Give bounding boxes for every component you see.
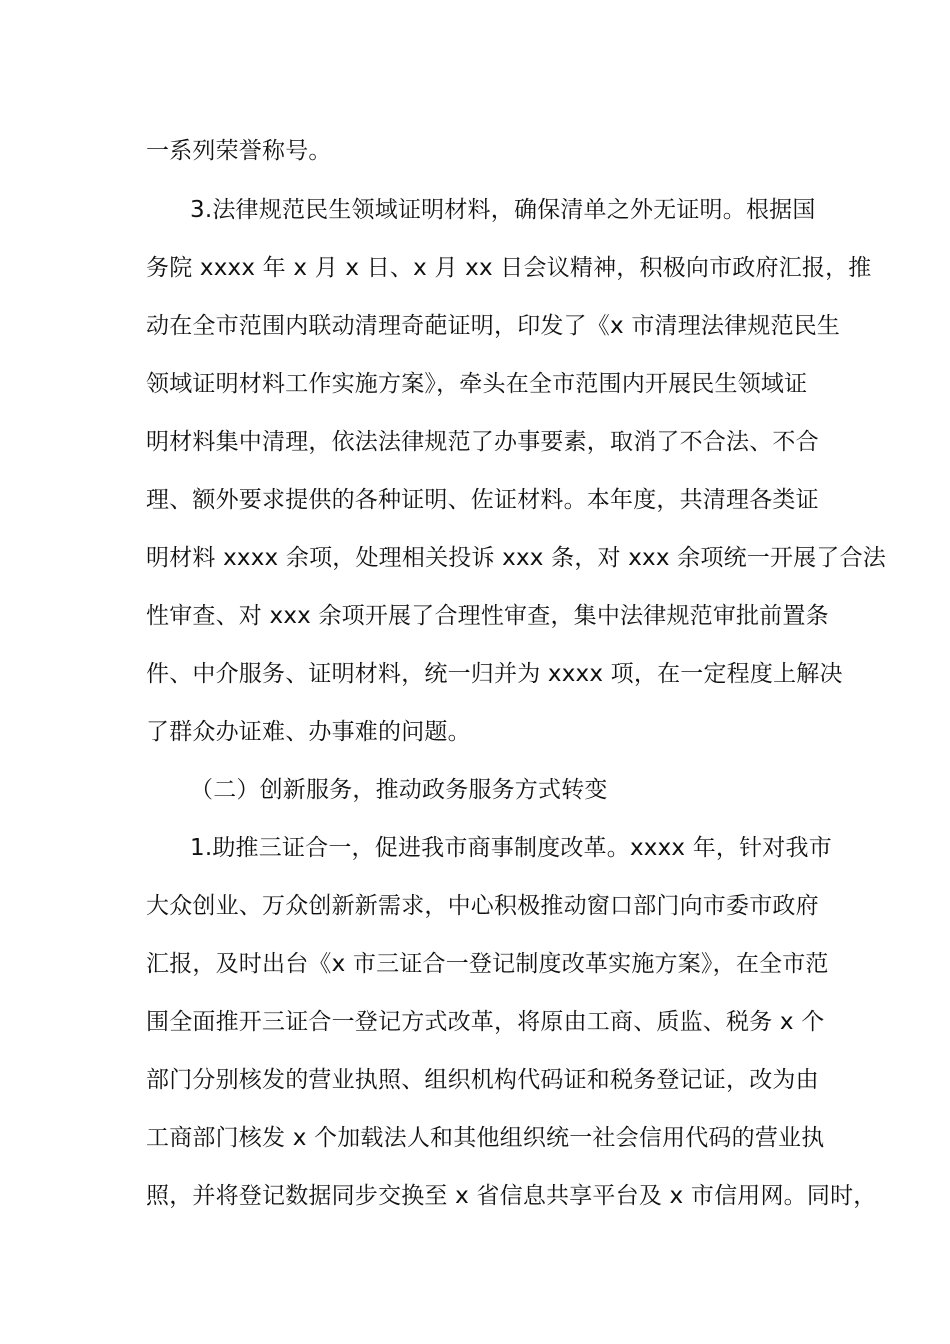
paragraph-line: 一系列荣誉称号。 [146,138,332,164]
paragraph-line: 件、中介服务、证明材料，统一归并为 xxxx 项，在一定程度上解决 [146,661,843,687]
paragraph-line: 围全面推开三证合一登记方式改革，将原由工商、质监、税务 x 个 [146,1009,825,1035]
paragraph-line: 汇报，及时出台《x 市三证合一登记制度改革实施方案》，在全市范 [146,951,829,977]
paragraph-line: 动在全市范围内联动清理奇葩证明，印发了《x 市清理法律规范民生 [146,313,841,339]
paragraph-line: 明材料 xxxx 余项，处理相关投诉 xxx 条，对 xxx 余项统一开展了合法 [146,545,886,571]
paragraph-line: 工商部门核发 x 个加载法人和其他组织统一社会信用代码的营业执 [146,1125,825,1151]
paragraph-line: 了群众办证难、办事难的问题。 [146,719,471,745]
section-heading: （二）创新服务，推动政务服务方式转变 [190,777,608,803]
paragraph-line: 务院 xxxx 年 x 月 x 日、x 月 xx 日会议精神，积极向市政府汇报，推 [146,255,872,281]
paragraph-line: 1.助推三证合一，促进我市商事制度改革。xxxx 年，针对我市 [190,835,832,861]
paragraph-line: 3.法律规范民生领域证明材料，确保清单之外无证明。根据国 [190,197,816,223]
paragraph-line: 照，并将登记数据同步交换至 x 省信息共享平台及 x 市信用网。同时， [146,1183,877,1209]
paragraph-line: 大众创业、万众创新新需求，中心积极推动窗口部门向市委市政府 [146,893,819,919]
paragraph-line: 性审查、对 xxx 余项开展了合理性审查，集中法律规范审批前置条 [146,603,829,629]
paragraph-line: 领域证明材料工作实施方案》，牵头在全市范围内开展民生领域证 [146,371,808,397]
paragraph-line: 明材料集中清理，依法法律规范了办事要素，取消了不合法、不合 [146,429,819,455]
paragraph-line: 理、额外要求提供的各种证明、佐证材料。本年度，共清理各类证 [146,487,819,513]
paragraph-line: 部门分别核发的营业执照、组织机构代码证和税务登记证，改为由 [146,1067,819,1093]
